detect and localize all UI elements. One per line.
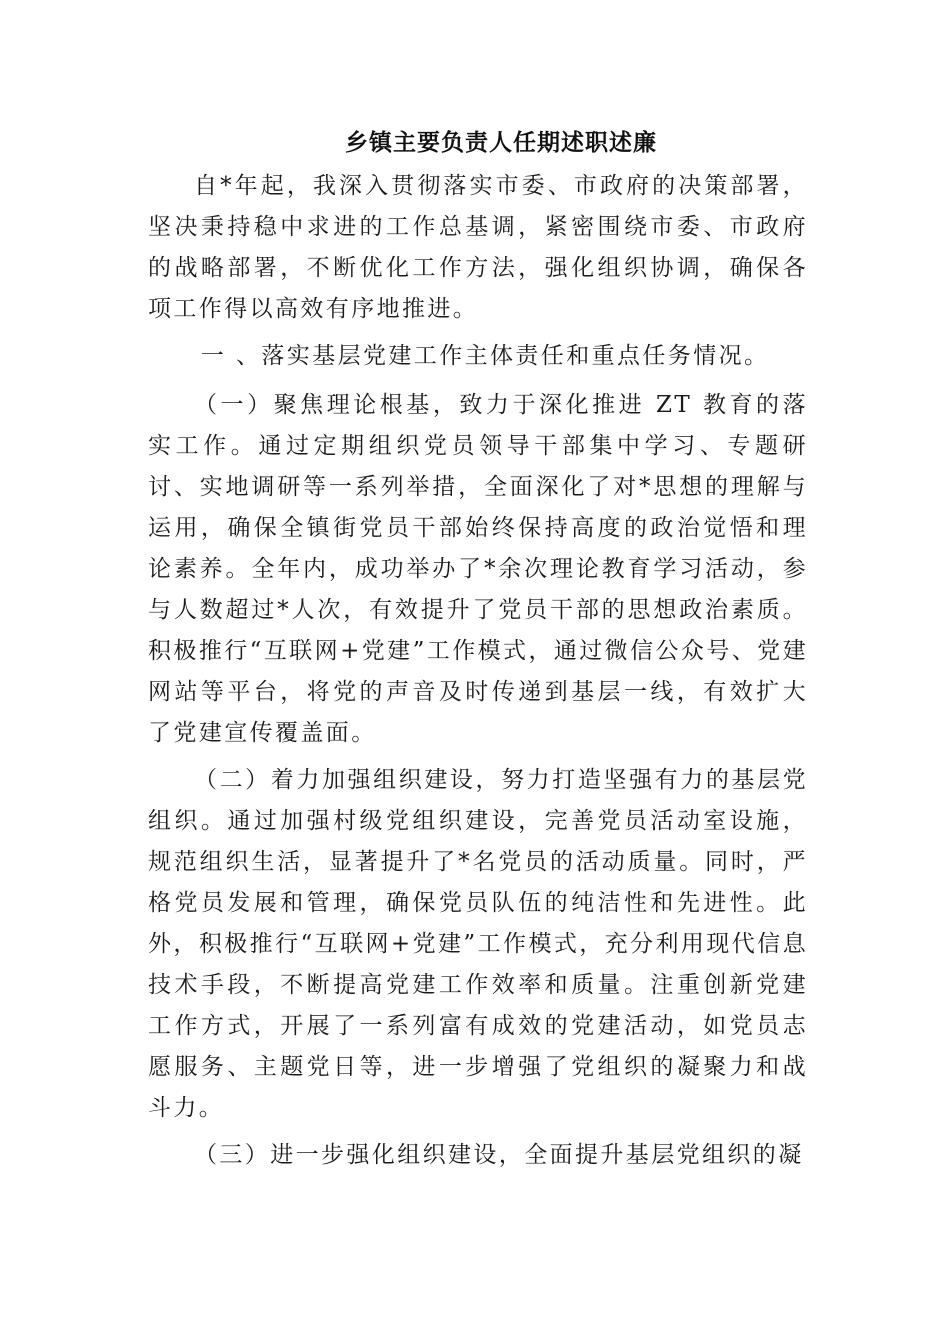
section-heading-1: 一 、落实基层党建工作主体责任和重点任务情况。 [200, 343, 770, 369]
paragraph-subsection-3: （三）进一步强化组织建设，全面提升基层党组织的凝 [194, 1142, 804, 1168]
document-body [148, 166, 808, 1182]
paragraph-intro: 自*年起，我深入贯彻落实市委、市政府的决策部署，坚决秉持稳中求进的工作总基调，紧密围绕市委、市政府的战略部署，不断优化工作方法，强化组织协调，确保各项工作得以高效有序地推进。 [148, 173, 808, 322]
document-title: 乡镇主要负责人任期述职述廉 [345, 130, 657, 156]
paragraph-subsection-1: （一）聚焦理论根基，致力于深化推进 ZT 教育的落实工作。通过定期组织党员领导干部集中学习、专题研讨、实地调研等一系列举措，全面深化了对*思想的理解与运用，确保全镇街党员干部始终保持高度的政治觉悟和理论素养。全年内，成功举办了*余次理论教育学习活动，参与人数超过*人次，有效提升了党员干部的思想政治素质。积极推行“互联网+党建”工作模式，通过微信公众号、党建网站等平台，将党的声音及时传递到基层一线，有效扩大了党建宣传覆盖面。 [148, 392, 808, 746]
paragraph-subsection-2: （二）着力加强组织建设，努力打造坚强有力的基层党组织。通过加强村级党组织建设，完善党员活动室设施，规范组织生活，显著提升了*名党员的活动质量。同时，严格党员发展和管理，确保党员队伍的纯洁性和先进性。此外，积极推行“互联网+党建”工作模式，充分利用现代信息技术手段，不断提高党建工作效率和质量。注重创新党建工作方式，开展了一系列富有成效的党建活动，如党员志愿服务、主题党日等，进一步增强了党组织的凝聚力和战斗力。 [148, 767, 808, 1121]
